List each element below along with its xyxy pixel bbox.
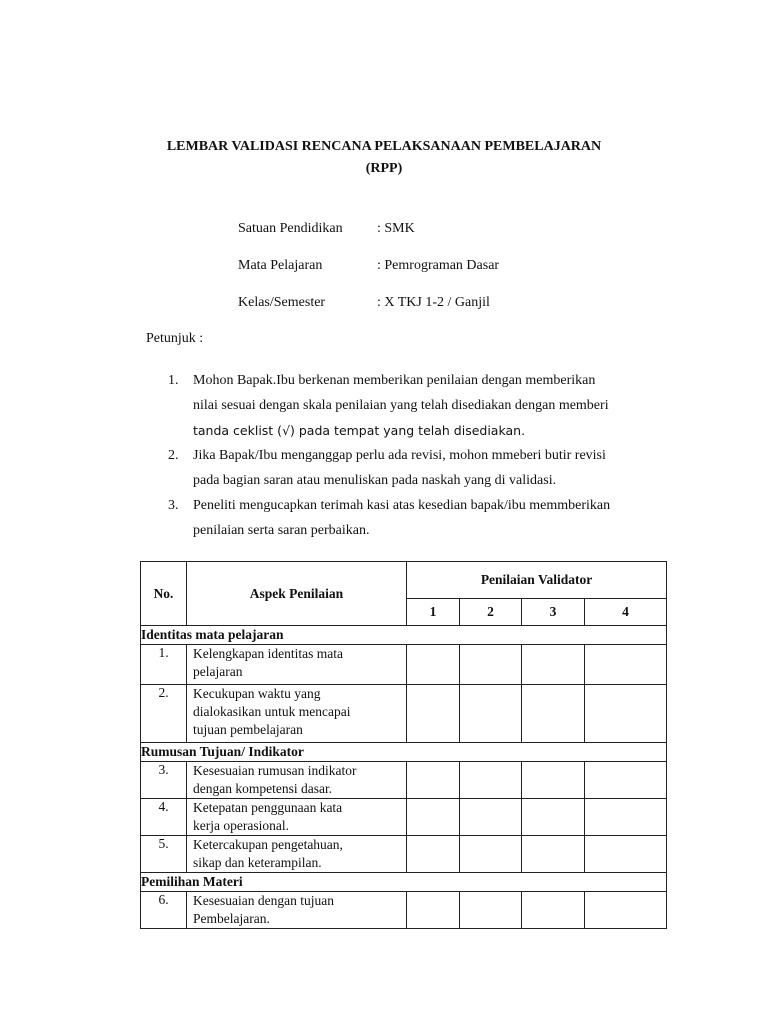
score-cell[interactable] bbox=[407, 836, 460, 873]
instruction-text: Peneliti mengucapkan terimah kasi atas kesedian bapak/ibu memmberikan bbox=[193, 498, 611, 513]
row-number: 2. bbox=[141, 685, 187, 743]
header-score-1: 1 bbox=[407, 599, 460, 626]
section-row bbox=[141, 626, 667, 645]
score-cell[interactable] bbox=[407, 762, 460, 799]
info-value: : Pemrograman Dasar bbox=[377, 258, 500, 273]
instruction-text: Mohon Bapak.Ibu berkenan memberikan penilaian dengan memberikan bbox=[193, 373, 596, 388]
validation-table bbox=[140, 561, 667, 929]
row-number: 6. bbox=[141, 892, 187, 929]
aspect-line: Ketepatan penggunaan kata bbox=[193, 800, 343, 815]
table-row bbox=[141, 892, 667, 929]
info-value: : SMK bbox=[377, 221, 415, 236]
table-row bbox=[141, 645, 667, 685]
row-number: 4. bbox=[141, 799, 187, 836]
table-row bbox=[141, 685, 667, 743]
instruction-text: nilai sesuai dengan skala penilaian yang telah disediakan dengan memberi bbox=[193, 398, 609, 413]
instruction-text: penilaian serta saran perbaikan. bbox=[193, 523, 370, 538]
aspect-line: tujuan pembelajaran bbox=[193, 722, 303, 737]
aspect-line: Pembelajaran. bbox=[193, 911, 270, 926]
title-line-2: (RPP) bbox=[365, 161, 403, 176]
score-cell[interactable] bbox=[460, 892, 522, 929]
score-cell[interactable] bbox=[407, 685, 460, 743]
row-number: 1. bbox=[141, 645, 187, 685]
score-cell[interactable] bbox=[522, 799, 585, 836]
score-cell[interactable] bbox=[522, 836, 585, 873]
instruction-number: 2. bbox=[168, 448, 179, 463]
aspect-line: Kesesuaian dengan tujuan bbox=[193, 893, 334, 908]
score-cell[interactable] bbox=[460, 799, 522, 836]
aspect-line: kerja operasional. bbox=[193, 818, 289, 833]
aspect-line: Kecukupan waktu yang bbox=[193, 686, 321, 701]
score-cell[interactable] bbox=[460, 685, 522, 743]
instruction-text: pada bagian saran atau menuliskan pada naskah yang di validasi. bbox=[193, 473, 557, 488]
header-aspek: Aspek Penilaian bbox=[187, 562, 407, 626]
score-cell[interactable] bbox=[522, 645, 585, 685]
document-title bbox=[0, 136, 768, 180]
score-cell[interactable] bbox=[522, 892, 585, 929]
row-aspect bbox=[187, 799, 407, 836]
instruction-number: 3. bbox=[168, 498, 179, 513]
header-score-2: 2 bbox=[460, 599, 522, 626]
section-title: Pemilihan Materi bbox=[141, 873, 667, 892]
info-value: : X TKJ 1-2 / Ganjil bbox=[377, 295, 490, 310]
header-penilaian-validator: Penilaian Validator bbox=[407, 562, 667, 599]
score-cell[interactable] bbox=[460, 645, 522, 685]
title-line-1: LEMBAR VALIDASI RENCANA PELAKSANAAN PEMBELAJARAN bbox=[166, 139, 602, 154]
row-aspect bbox=[187, 645, 407, 685]
table-row bbox=[141, 799, 667, 836]
table-row bbox=[141, 836, 667, 873]
score-cell[interactable] bbox=[585, 836, 667, 873]
score-cell[interactable] bbox=[522, 762, 585, 799]
section-title: Identitas mata pelajaran bbox=[141, 626, 667, 645]
instruction-text: Jika Bapak/Ibu menganggap perlu ada revisi, mohon mmeberi butir revisi bbox=[193, 448, 606, 463]
header-score-3: 3 bbox=[522, 599, 585, 626]
aspect-line: dialokasikan untuk mencapai bbox=[193, 704, 351, 719]
score-cell[interactable] bbox=[585, 892, 667, 929]
instruction-number: 1. bbox=[168, 373, 179, 388]
row-aspect bbox=[187, 892, 407, 929]
section-row bbox=[141, 743, 667, 762]
table-row bbox=[141, 762, 667, 799]
score-cell[interactable] bbox=[407, 892, 460, 929]
row-number: 3. bbox=[141, 762, 187, 799]
score-cell[interactable] bbox=[407, 799, 460, 836]
info-label: Satuan Pendidikan bbox=[238, 221, 343, 236]
section-row bbox=[141, 873, 667, 892]
score-cell[interactable] bbox=[585, 762, 667, 799]
aspect-line: Ketercakupan pengetahuan, bbox=[193, 837, 343, 852]
score-cell[interactable] bbox=[585, 685, 667, 743]
score-cell[interactable] bbox=[585, 799, 667, 836]
info-label: Mata Pelajaran bbox=[238, 258, 323, 273]
score-cell[interactable] bbox=[522, 685, 585, 743]
petunjuk-label: Petunjuk : bbox=[146, 331, 204, 346]
aspect-line: pelajaran bbox=[193, 664, 243, 679]
aspect-line: Kesesuaian rumusan indikator bbox=[193, 763, 357, 778]
row-aspect bbox=[187, 685, 407, 743]
row-aspect bbox=[187, 836, 407, 873]
info-label: Kelas/Semester bbox=[238, 295, 326, 310]
aspect-line: dengan kompetensi dasar. bbox=[193, 781, 333, 796]
score-cell[interactable] bbox=[585, 645, 667, 685]
aspect-line: sikap dan keterampilan. bbox=[193, 855, 322, 870]
instruction-text: tanda ceklist (√) pada tempat yang telah disediakan. bbox=[193, 423, 526, 438]
header-score-4: 4 bbox=[585, 599, 667, 626]
section-title: Rumusan Tujuan/ Indikator bbox=[141, 743, 667, 762]
row-number: 5. bbox=[141, 836, 187, 873]
row-aspect bbox=[187, 762, 407, 799]
aspect-line: Kelengkapan identitas mata bbox=[193, 646, 343, 661]
score-cell[interactable] bbox=[460, 762, 522, 799]
score-cell[interactable] bbox=[460, 836, 522, 873]
score-cell[interactable] bbox=[407, 645, 460, 685]
header-no: No. bbox=[141, 562, 187, 626]
